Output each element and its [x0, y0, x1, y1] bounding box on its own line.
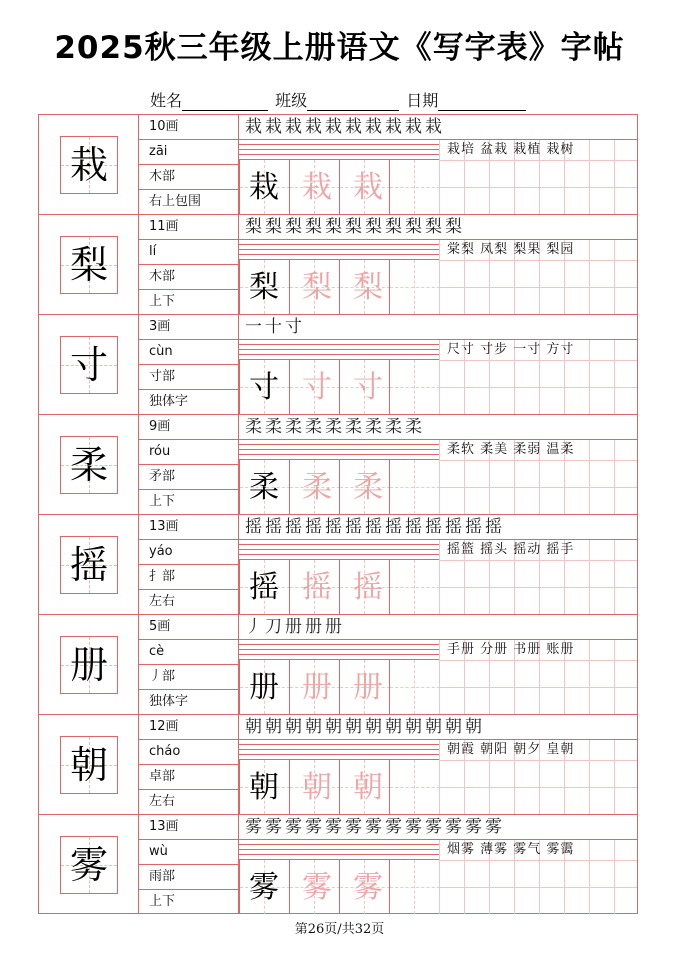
- pinyin: zāi: [139, 140, 238, 165]
- radical: 木部: [139, 165, 238, 190]
- stroke-count: 5画: [139, 615, 238, 640]
- character-meta: [139, 515, 239, 614]
- main-character: 栽: [69, 143, 108, 187]
- character-box: [60, 336, 118, 394]
- stroke-count: 11画: [139, 215, 238, 240]
- structure: 独体字: [149, 694, 189, 709]
- stroke-count: 12画: [139, 715, 238, 740]
- trace-character: 栽: [302, 170, 332, 205]
- character-row: [39, 115, 637, 215]
- stroke-count: 3画: [139, 315, 238, 340]
- stroke-order-line: [239, 215, 637, 240]
- stroke-count: 10画: [139, 115, 238, 140]
- structure: 左右: [149, 794, 176, 809]
- model-character: 梨: [249, 270, 279, 305]
- character-row: [39, 515, 637, 615]
- pinyin: wù: [139, 840, 238, 865]
- character-row: [39, 815, 637, 915]
- stroke-count: 9画: [139, 415, 238, 440]
- stroke-order: 梨梨梨梨梨梨梨梨梨梨梨: [245, 217, 465, 237]
- pinyin-practice-lines: [239, 640, 439, 660]
- main-character: 册: [69, 643, 108, 687]
- stroke-order: 柔柔柔柔柔柔柔柔柔: [245, 417, 425, 437]
- example-words: 手册 分册 书册 账册: [447, 642, 575, 657]
- pinyin-practice-lines: [239, 840, 439, 860]
- radical: 寸部: [139, 365, 238, 390]
- model-character: 册: [249, 670, 279, 705]
- trace-character: 摇: [353, 570, 383, 605]
- structure: 左右: [149, 594, 176, 609]
- main-character-cell: [39, 315, 139, 414]
- pinyin-practice-lines: [239, 240, 439, 260]
- pinyin-practice-lines: [239, 540, 439, 560]
- class-field[interactable]: [307, 96, 399, 111]
- practice-sheet: [38, 114, 638, 914]
- page-number: 第26页/共32页: [294, 922, 385, 937]
- stroke-order: 摇摇摇摇摇摇摇摇摇摇摇摇摇: [245, 517, 505, 537]
- structure: 独体字: [149, 394, 189, 409]
- stroke-order: 一十寸: [245, 317, 305, 337]
- radical: 木部: [139, 265, 238, 290]
- page-title: 2025秋三年级上册语文《写字表》字帖: [54, 30, 625, 66]
- radical: 雨部: [139, 865, 238, 890]
- structure: 上下: [149, 494, 176, 509]
- character-meta: [139, 415, 239, 514]
- pinyin-practice-lines: [239, 140, 439, 160]
- main-character: 柔: [69, 443, 108, 487]
- pinyin-practice-lines: [239, 740, 439, 760]
- example-words: 朝霞 朝阳 朝夕 皇朝: [447, 742, 575, 757]
- trace-character: 摇: [302, 570, 332, 605]
- main-character-cell: [39, 715, 139, 814]
- pinyin-practice-lines: [239, 440, 439, 460]
- structure: 右上包围: [149, 194, 202, 209]
- grid-cell[interactable]: [389, 660, 439, 714]
- stroke-order-line: [239, 615, 637, 640]
- stroke-order-line: [239, 515, 637, 540]
- trace-character: 朝: [353, 770, 383, 805]
- character-box: [60, 636, 118, 694]
- main-character: 寸: [69, 343, 108, 387]
- date-label: 日期: [406, 91, 439, 110]
- character-box: [60, 436, 118, 494]
- grid-cell[interactable]: [389, 560, 439, 614]
- name-label: 姓名: [150, 91, 183, 110]
- character-row: [39, 415, 637, 515]
- class-label: 班级: [275, 91, 308, 110]
- radical: 卓部: [139, 765, 238, 790]
- main-character-cell: [39, 615, 139, 714]
- pinyin: cè: [139, 640, 238, 665]
- pinyin: cùn: [139, 340, 238, 365]
- example-words: 尺寸 寸步 一寸 方寸: [447, 342, 575, 357]
- main-character: 梨: [69, 243, 108, 287]
- trace-character: 柔: [353, 470, 383, 505]
- model-character: 朝: [249, 770, 279, 805]
- model-character: 寸: [249, 370, 279, 405]
- character-box: [60, 136, 118, 194]
- character-row: [39, 615, 637, 715]
- character-row: [39, 315, 637, 415]
- pinyin: róu: [139, 440, 238, 465]
- trace-character: 册: [353, 670, 383, 705]
- stroke-order: 丿刀册册册: [245, 617, 345, 637]
- stroke-order-line: [239, 815, 637, 840]
- grid-cell[interactable]: [389, 260, 439, 314]
- date-field[interactable]: [438, 96, 526, 111]
- character-meta: [139, 115, 239, 214]
- grid-cell[interactable]: [389, 160, 439, 214]
- trace-character: 梨: [353, 270, 383, 305]
- character-box: [60, 736, 118, 794]
- character-meta: [139, 815, 239, 914]
- stroke-order-line: [239, 715, 637, 740]
- model-character: 摇: [249, 570, 279, 605]
- example-words: 棠梨 凤梨 梨果 梨园: [447, 242, 575, 257]
- stroke-count: 13画: [139, 515, 238, 540]
- pinyin: yáo: [139, 540, 238, 565]
- grid-cell[interactable]: [389, 860, 439, 914]
- trace-character: 朝: [302, 770, 332, 805]
- stroke-order: 朝朝朝朝朝朝朝朝朝朝朝朝: [245, 717, 485, 737]
- model-character: 雾: [249, 870, 279, 905]
- trace-character: 寸: [353, 370, 383, 405]
- main-character: 朝: [69, 743, 108, 787]
- model-character: 栽: [249, 170, 279, 205]
- radical: 矛部: [139, 465, 238, 490]
- character-row: [39, 215, 637, 315]
- grid-cell[interactable]: [389, 360, 439, 414]
- main-character-cell: [39, 215, 139, 314]
- character-row: [39, 715, 637, 815]
- trace-character: 柔: [302, 470, 332, 505]
- pinyin-practice-lines: [239, 340, 439, 360]
- trace-character: 梨: [302, 270, 332, 305]
- trace-character: 雾: [302, 870, 332, 905]
- main-character-cell: [39, 815, 139, 914]
- trace-character: 雾: [353, 870, 383, 905]
- stroke-count: 13画: [139, 815, 238, 840]
- example-words: 烟雾 薄雾 雾气 雾霭: [447, 842, 575, 857]
- character-box: [60, 836, 118, 894]
- character-meta: [139, 315, 239, 414]
- trace-character: 册: [302, 670, 332, 705]
- stroke-order-line: [239, 415, 637, 440]
- radical: 丿部: [139, 665, 238, 690]
- main-character-cell: [39, 115, 139, 214]
- character-meta: [139, 715, 239, 814]
- trace-character: 寸: [302, 370, 332, 405]
- model-character: 柔: [249, 470, 279, 505]
- structure: 上下: [149, 894, 176, 909]
- example-words: 柔软 柔美 柔弱 温柔: [447, 442, 575, 457]
- trace-character: 栽: [353, 170, 383, 205]
- character-meta: [139, 215, 239, 314]
- grid-cell[interactable]: [389, 460, 439, 514]
- main-character-cell: [39, 515, 139, 614]
- radical: 扌部: [139, 565, 238, 590]
- main-character: 摇: [69, 543, 108, 587]
- main-character: 雾: [69, 843, 108, 887]
- main-character-cell: [39, 415, 139, 514]
- stroke-order-line: [239, 115, 637, 140]
- character-meta: [139, 615, 239, 714]
- pinyin: cháo: [139, 740, 238, 765]
- grid-cell[interactable]: [389, 760, 439, 814]
- character-box: [60, 236, 118, 294]
- example-words: 摇篮 摇头 摇动 摇手: [447, 542, 575, 557]
- student-info: [150, 88, 528, 111]
- name-field[interactable]: [182, 96, 268, 111]
- pinyin: lí: [139, 240, 238, 265]
- stroke-order: 栽栽栽栽栽栽栽栽栽栽: [245, 117, 445, 137]
- stroke-order: 雾雾雾雾雾雾雾雾雾雾雾雾雾: [245, 817, 505, 837]
- character-box: [60, 536, 118, 594]
- example-words: 栽培 盆栽 栽植 栽树: [447, 142, 575, 157]
- stroke-order-line: [239, 315, 637, 340]
- structure: 上下: [149, 294, 176, 309]
